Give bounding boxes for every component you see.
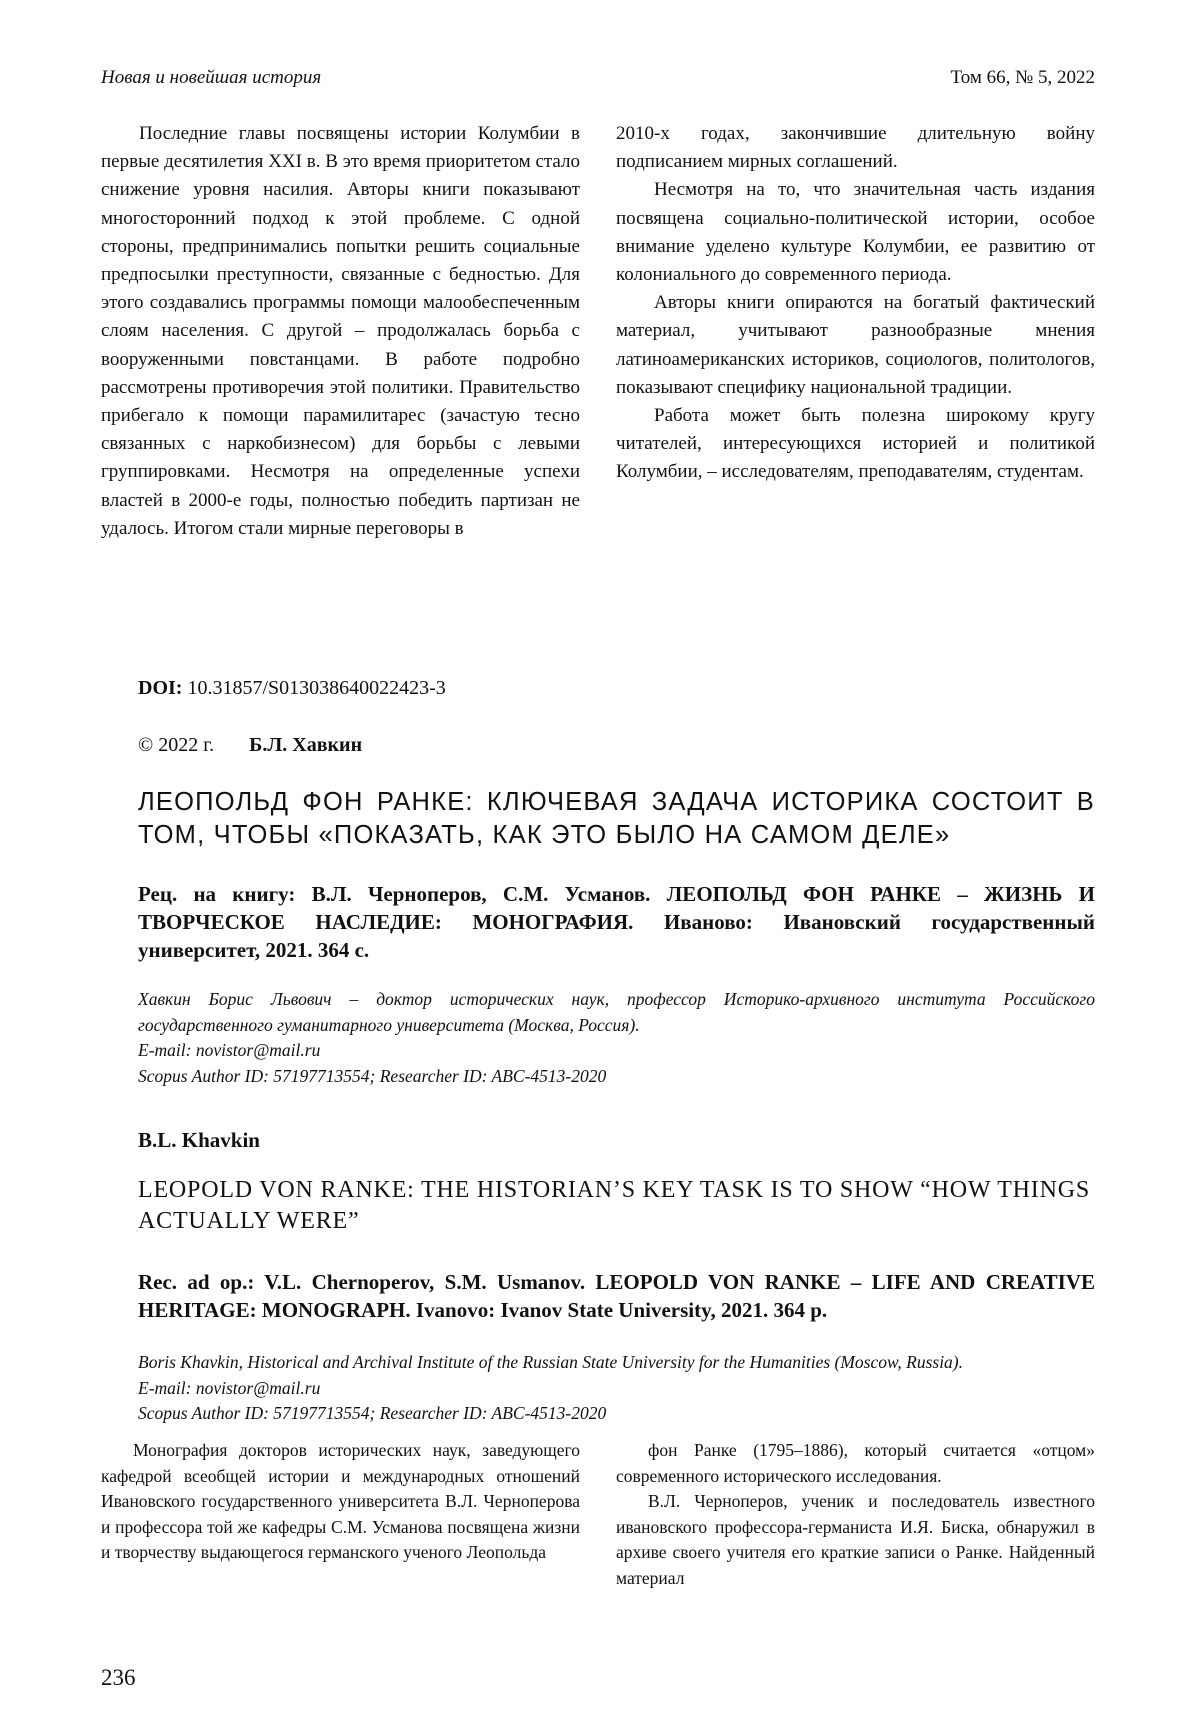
copyright-line (138, 734, 362, 757)
author-ids-en: Scopus Author ID: 57197713554; Researcher ID: ABC-4513-2020 (138, 1403, 607, 1423)
paragraph: Работа может быть полезна широкому кругу читателей, интересующихся историей и политикой Колумбии, – исследователям, преподавателям, студентам. (616, 405, 1095, 483)
left-column (101, 1438, 580, 1591)
author-ids-ru: Scopus Author ID: 57197713554; Researcher ID: ABC-4513-2020 (138, 1065, 607, 1086)
author-info-en (138, 1350, 1095, 1427)
article-title-en: LEOPOLD VON RANKE: THE HISTORIAN’S KEY TASK IS TO SHOW “HOW THINGS ACTUALLY WERE” (138, 1177, 1091, 1234)
left-column (101, 120, 580, 543)
paragraph-continuation: фон Ранке (1795–1886), который считается «отцом» современного исторического исследования. (616, 1440, 1095, 1486)
paragraph: Последние главы посвящены истории Колумбии в первые десятилетия XXI в. В это время приоритетом стало снижение уровня насилия. Авторы книги показывают многосторонний подход к этой проблеме. С одной стороны, предпринимались попытки решить социальные предпосылки преступности, связанные с бедностью. Для этого создавались программы помощи малообеспеченным слоям населения. С другой – продолжалась борьба с вооруженными повстанцами. В работе подробно рассмотрены противоречия этой политики. Правительство прибегало к помощи парамилитарес (зачастую тесно связанных с наркобизнесом) для борьбы с левыми группировками. Несмотря на определенные успехи властей в 2000-е годы, полностью победить партизан не удалось. Итогом стали мирные переговоры в (101, 123, 580, 539)
doi (138, 677, 446, 700)
previous-article-columns (101, 120, 1095, 543)
journal-title: Новая и новейшая история (101, 67, 322, 88)
doi-label: DOI: (138, 677, 183, 699)
author-email-en: E-mail: novistor@mail.ru (138, 1377, 321, 1398)
paragraph-continuation: 2010-х годах, закончившие длительную войну подписанием мирных соглашений. (616, 123, 1095, 173)
paragraph: Авторы книги опираются на богатый фактический материал, учитывают разнообразные мнения латиноамериканских историков, социологов, политологов, показывают специфику национальной традиции. (616, 292, 1095, 398)
paragraph: Монография докторов исторических наук, заведующего кафедрой всеобщей истории и международных отношений Ивановского государственного университета В.Л. Черноперова и профессора той же кафедры С.М. Усманова посвящена жизни и творчеству выдающегося германского ученого Леопольда (101, 1440, 580, 1562)
author-name-ru: Б.Л. Хавкин (249, 734, 363, 756)
right-column (616, 1438, 1095, 1591)
page-number: 236 (101, 1665, 136, 1690)
reviewed-book-en: Rec. ad op.: V.L. Chernoperov, S.M. Usmanov. LEOPOLD VON RANKE – LIFE AND CREATIVE HERITAGE: MONOGRAPH. Ivanovo: Ivanov State University, 2021. 364 p. (138, 1270, 1095, 1322)
author-email-ru: E-mail: novistor@mail.ru (138, 1040, 321, 1060)
author-info-ru (138, 987, 1095, 1089)
reviewed-book-ru: Рец. на книгу: В.Л. Черноперов, С.М. Усманов. ЛЕОПОЛЬД ФОН РАНКЕ – ЖИЗНЬ И ТВОРЧЕСКОЕ НАСЛЕДИЕ: МОНОГРАФИЯ. Иваново: Ивановский государственный университет, 2021. 364 с. (138, 882, 1095, 962)
paragraph: Несмотря на то, что значительная часть издания посвящена социально-политической истории, особое внимание уделено культуре Колумбии, ее развитию от колониального до современного периода. (616, 179, 1095, 286)
copyright-year: © 2022 г. (138, 734, 215, 756)
author-name-en: B.L. Khavkin (138, 1128, 260, 1152)
author-bio-ru: Хавкин Борис Львович – доктор исторических наук, профессор Историко-архивного института Российского государственного гуманитарного университета (Москва, Россия). (138, 989, 1095, 1035)
running-head (101, 66, 1095, 90)
author-bio-en: Boris Khavkin, Historical and Archival Institute of the Russian State University for the Humanities (Moscow, Russia). (138, 1352, 964, 1372)
doi-value: 10.31857/S013038640022423-3 (187, 677, 446, 699)
article-title-ru: ЛЕОПОЛЬД ФОН РАНКЕ: КЛЮЧЕВАЯ ЗАДАЧА ИСТОРИКА СОСТОИТ В ТОМ, ЧТОБЫ «ПОКАЗАТЬ, КАК ЭТО БЫЛО НА САМОМ ДЕЛЕ» (138, 788, 1095, 849)
article-body-columns (101, 1438, 1095, 1591)
right-column (616, 120, 1095, 543)
issue-info: Том 66, № 5, 2022 (950, 67, 1095, 88)
paragraph: В.Л. Черноперов, ученик и последователь известного ивановского профессора-германиста И.Я. Биска, обнаружил в архиве своего учителя его краткие записи о Ранке. Найденный материал (616, 1491, 1095, 1588)
